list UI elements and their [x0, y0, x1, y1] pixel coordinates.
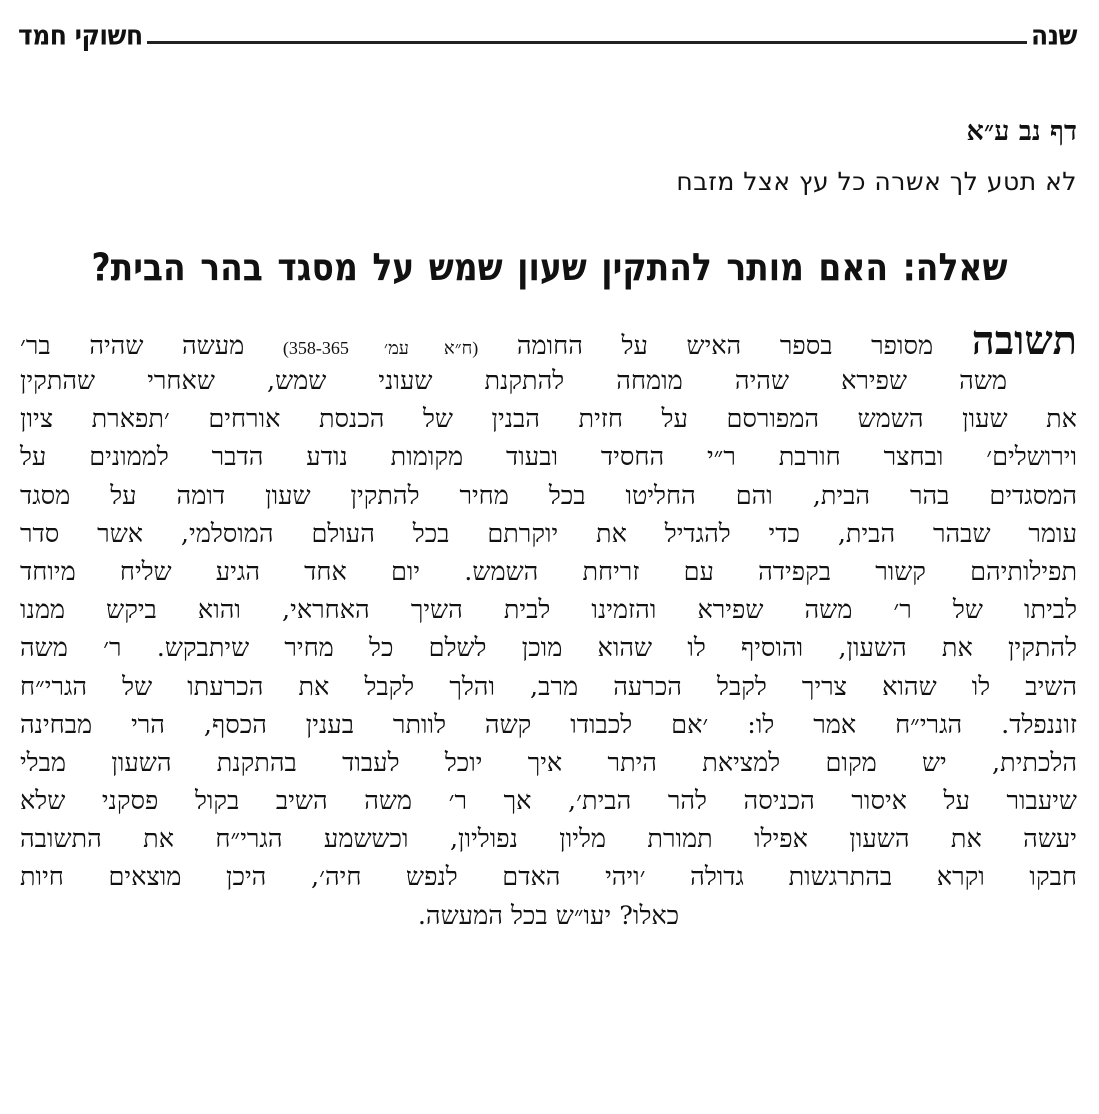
source-reference: (ח״א עמ׳ 358-365)	[282, 338, 479, 358]
answer-line-text: מסופר בספר האיש על החומה	[516, 331, 934, 361]
answer-line: לביתו של ר׳ משה שפירא והזמינו לבית השיך האחראי, והוא ביקש ממנו	[20, 595, 1077, 626]
daf-reference: דף נב ע״א	[966, 116, 1077, 147]
answer-line: את שעון השמש המפורסם על חזית הבנין של הכנסת אורחים ׳תפארת ציון	[20, 404, 1077, 435]
answer-line: חבקו וקרא בהתרגשות גדולה ׳ויהי האדם לנפש חיה׳, היכן מוצאים חיות	[20, 862, 1077, 893]
answer-line: וירושלים׳ ובחצר חורבת ר״י החסיד ובעוד מקומות נודע הדבר לממונים על	[20, 442, 1077, 473]
verse-heading: לא תטע לך אשרה כל עץ אצל מזבח	[676, 167, 1077, 196]
answer-line: המסגדים בהר הבית, והם החליטו בכל מחיר להתקין שעון דומה על מסגד	[20, 480, 1077, 511]
answer-line: שיעבור על איסור הכניסה להר הבית׳, אך ר׳ משה השיב בקול פסקני שלא	[20, 786, 1077, 817]
header-book-title: חשוקי חמד	[18, 19, 143, 52]
answer-line: עומר שבהר הבית, כדי להגדיל את יוקרתם בכל העולם המוסלמי, אשר סדר	[20, 518, 1077, 549]
question-heading: שאלה: האם מותר להתקין שעון שמש על מסגד בהר הבית?	[91, 245, 1008, 290]
answer-line: הלכתית, יש מקום למציאת היתר איך יוכל לעבוד בהתקנת השעון מבלי	[20, 747, 1077, 778]
answer-line: משה שפירא שהיה מומחה להתקנת שעוני שמש, שאחרי שהתקין	[20, 366, 1007, 396]
answer-line: יעשה את השעון אפילו תמורת מליון נפוליון, וכששמע הגרי״ח את התשובה	[20, 824, 1077, 855]
answer-line: זוננפלד. הגרי״ח אמר לו: ׳אם לכבודו קשה לוותר בענין הכסף, הרי מבחינה	[20, 709, 1077, 740]
answer-body	[20, 317, 1078, 935]
answer-line: להתקין את השעון, והוסיף לו שהוא מוכן לשלם כל מחיר שיתבקש. ר׳ משה	[20, 633, 1077, 664]
answer-label: תשובה	[971, 317, 1078, 364]
answer-line: השיב לו שהוא צריך לקבל הכרעה מרב, והלך לקבל את הכרעתו של הגרי״ח	[20, 671, 1077, 702]
header-year-label: שנה	[1031, 19, 1077, 52]
running-header	[18, 14, 1077, 50]
answer-line	[20, 317, 1078, 364]
answer-line-text: מעשה שהיה בר׳	[20, 331, 245, 361]
answer-line: תפילותיהם קשור בקפידה עם זריחת השמש. יום אחד הגיע שליח מיוחד	[20, 556, 1077, 587]
header-rule	[147, 41, 1027, 44]
answer-line: כאלו? יעו״ש בכל המעשה.	[417, 900, 680, 931]
